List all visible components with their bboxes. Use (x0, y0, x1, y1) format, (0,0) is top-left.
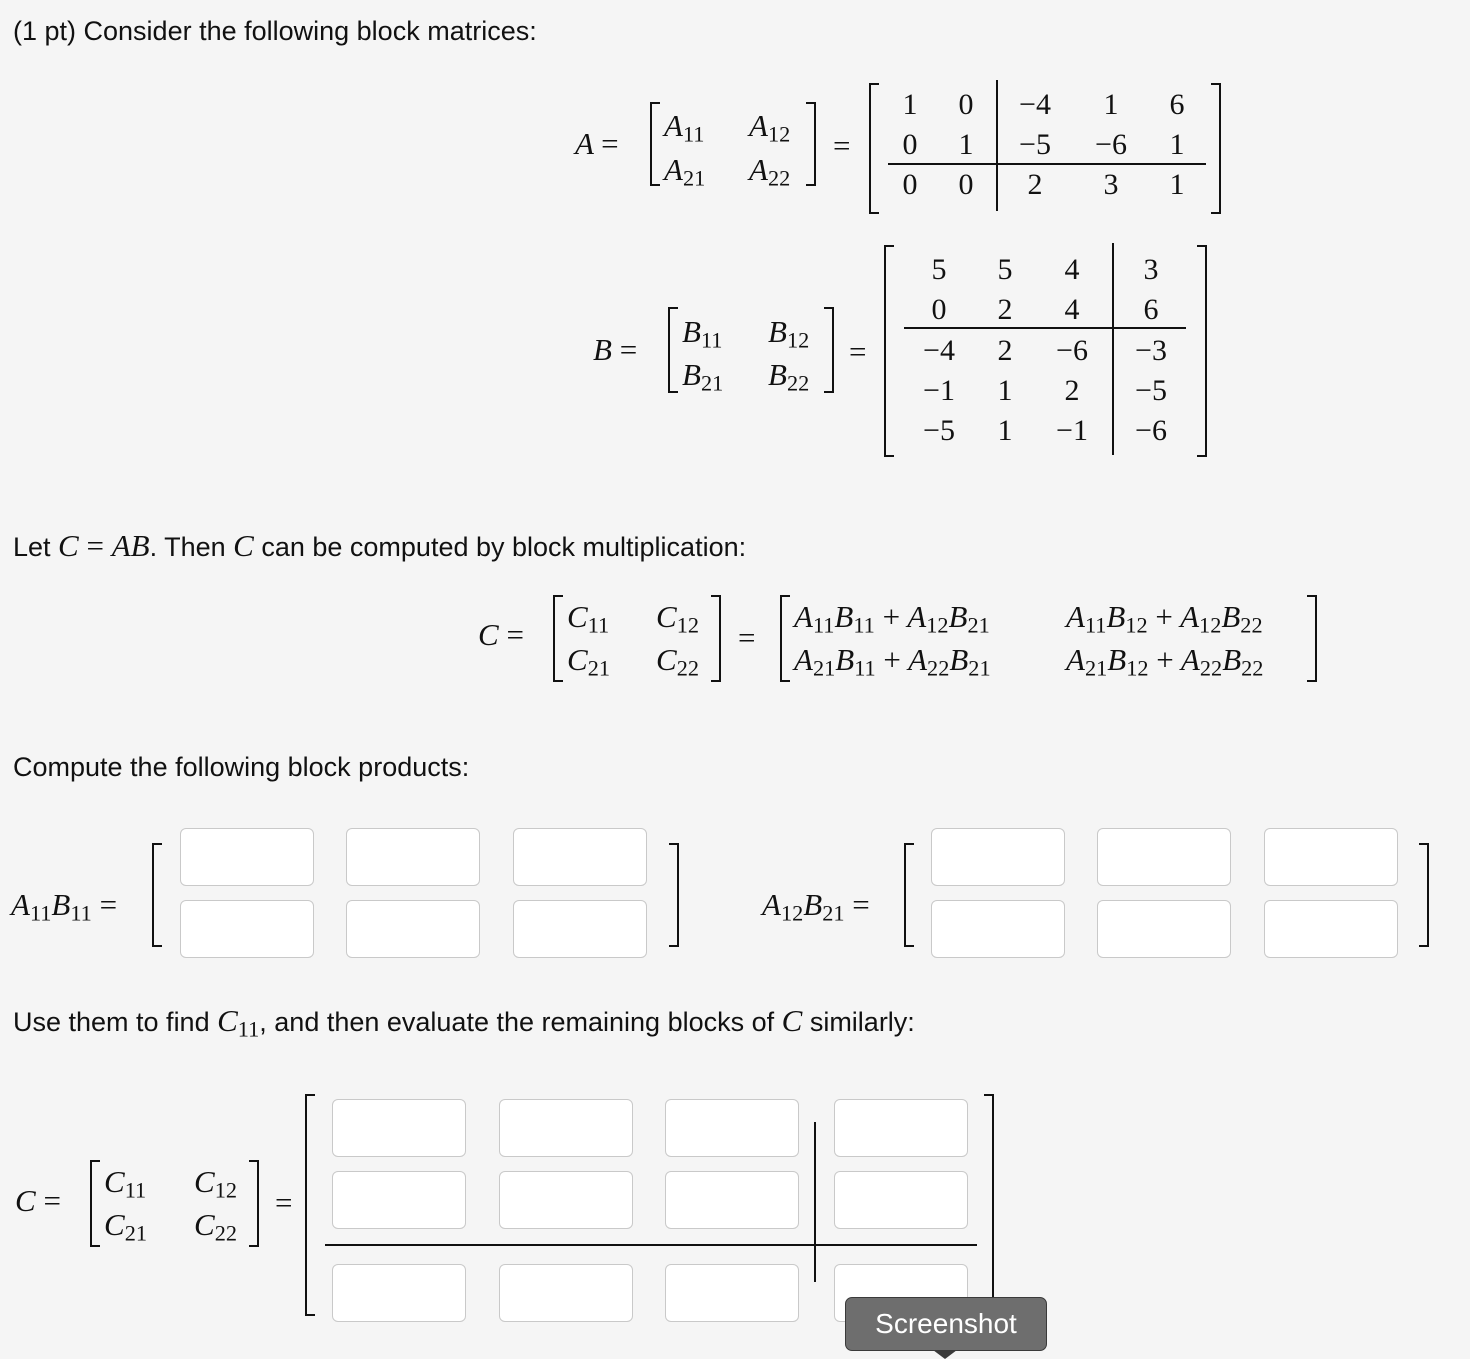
matrix-entry: 2 (1064, 374, 1080, 407)
block-c22: $C_{22}$ (194, 1207, 237, 1246)
matrix-entry: 0 (931, 293, 947, 326)
block-c12: $C_{12}$ (656, 599, 699, 638)
bracket-left (650, 102, 660, 186)
product-label-a12b21: $A_{12}B_{21}$ = (762, 887, 870, 926)
bracket-left (780, 595, 790, 682)
matrix-entry: 2 (997, 334, 1013, 367)
formula-c22: $A_{21}B_{12} + A_{22}B_{22}$ (1066, 642, 1264, 681)
answer-input[interactable] (180, 900, 314, 958)
block-c22: $C_{22}$ (656, 642, 699, 681)
matrix-entry: 1 (997, 374, 1013, 407)
matrix-entry: 1 (902, 88, 918, 121)
matrix-entry: 0 (902, 128, 918, 161)
formula-c12: $A_{11}B_{12} + A_{12}B_{22}$ (1066, 599, 1263, 638)
partition-line (888, 163, 1206, 165)
bracket-right (1419, 843, 1429, 947)
bracket-left (553, 595, 563, 682)
answer-input[interactable] (834, 1099, 968, 1157)
equals-sign: = (833, 128, 851, 163)
answer-input[interactable] (332, 1171, 466, 1229)
matrix-entry: −1 (923, 374, 955, 407)
bracket-right (1211, 83, 1221, 214)
matrix-entry: 1 (1103, 88, 1119, 121)
matrix-entry: 3 (1143, 253, 1159, 286)
matrix-a-label: A = (575, 126, 619, 161)
block-a22: $A_{22}$ (749, 152, 791, 191)
bracket-right (711, 595, 721, 682)
matrix-entry: 5 (997, 253, 1013, 286)
matrix-entry: 5 (931, 253, 947, 286)
answer-input[interactable] (931, 828, 1065, 886)
answer-input[interactable] (499, 1099, 633, 1157)
bracket-left (884, 245, 894, 457)
block-a21: $A_{21}$ (664, 152, 706, 191)
block-a12: $A_{12}$ (749, 108, 791, 147)
matrix-entry: 1 (1169, 128, 1185, 161)
c11-symbol: $C_{11}$ (217, 1003, 260, 1042)
answer-input[interactable] (499, 1171, 633, 1229)
bracket-left (152, 843, 162, 947)
equals-sign: = (738, 620, 756, 655)
use-instruction: Use them to find $C_{11}$, and then evaluate the remaining blocks of C similarly: (13, 1003, 915, 1042)
block-c21: $C_{21}$ (567, 642, 610, 681)
bracket-left (305, 1094, 315, 1316)
answer-input[interactable] (665, 1171, 799, 1229)
matrix-entry: 2 (1027, 168, 1043, 201)
bracket-right (806, 102, 816, 186)
matrix-entry: 4 (1064, 253, 1080, 286)
answer-input[interactable] (346, 900, 480, 958)
bracket-right (984, 1094, 994, 1316)
answer-input[interactable] (1264, 900, 1398, 958)
block-c12: $C_{12}$ (194, 1164, 237, 1203)
matrix-entry: −1 (1056, 414, 1088, 447)
equals-sign: = (275, 1185, 293, 1220)
block-c11: $C_{11}$ (104, 1164, 147, 1203)
partition-line (325, 1244, 977, 1246)
block-b22: $B_{22}$ (768, 357, 810, 396)
bracket-left (869, 83, 879, 214)
partition-line (814, 1122, 816, 1282)
answer-input[interactable] (1097, 828, 1231, 886)
answer-input[interactable] (1264, 828, 1398, 886)
screenshot-tooltip[interactable]: Screenshot (845, 1297, 1047, 1351)
bracket-left (904, 843, 914, 947)
block-c11: $C_{11}$ (567, 599, 610, 638)
block-a11: $A_{11}$ (664, 108, 705, 147)
equals-sign: = (849, 334, 867, 369)
block-b11: $B_{11}$ (682, 314, 723, 353)
answer-input[interactable] (931, 900, 1065, 958)
matrix-entry: 0 (902, 168, 918, 201)
matrix-entry: 1 (997, 414, 1013, 447)
bracket-left (668, 307, 678, 393)
formula-c11: $A_{11}B_{11} + A_{12}B_{21}$ (794, 599, 990, 638)
matrix-entry: 0 (958, 88, 974, 121)
problem-intro: (1 pt) Consider the following block matrices: (13, 16, 537, 46)
formula-c21: $A_{21}B_{11} + A_{22}B_{21}$ (794, 642, 991, 681)
matrix-entry: 2 (997, 293, 1013, 326)
answer-input[interactable] (665, 1099, 799, 1157)
product-label-a11b11: $A_{11}B_{11}$ = (11, 887, 118, 926)
bracket-right (824, 307, 834, 393)
bracket-right (249, 1160, 259, 1247)
block-b21: $B_{21}$ (682, 357, 724, 396)
matrix-entry: −3 (1135, 334, 1167, 367)
answer-input[interactable] (665, 1264, 799, 1322)
answer-input[interactable] (834, 1171, 968, 1229)
matrix-entry: −4 (1019, 88, 1051, 121)
partition-line (996, 80, 998, 211)
let-statement: Let C = AB. Then C can be computed by block multiplication: (13, 528, 747, 563)
answer-input[interactable] (1097, 900, 1231, 958)
bracket-left (90, 1160, 100, 1247)
compute-instruction: Compute the following block products: (13, 752, 470, 782)
matrix-entry: 6 (1143, 293, 1159, 326)
bracket-right (669, 843, 679, 947)
matrix-entry: −6 (1056, 334, 1088, 367)
answer-input[interactable] (513, 828, 647, 886)
matrix-entry: −5 (1135, 374, 1167, 407)
matrix-entry: −6 (1095, 128, 1127, 161)
bracket-right (1307, 595, 1317, 682)
answer-input[interactable] (513, 900, 647, 958)
block-b12: $B_{12}$ (768, 314, 810, 353)
matrix-entry: −4 (923, 334, 955, 367)
matrix-entry: −6 (1135, 414, 1167, 447)
matrix-entry: −5 (1019, 128, 1051, 161)
matrix-c-label: C = (15, 1183, 61, 1218)
answer-input[interactable] (332, 1264, 466, 1322)
matrix-entry: 6 (1169, 88, 1185, 121)
matrix-entry: −5 (923, 414, 955, 447)
matrix-entry: 3 (1103, 168, 1119, 201)
answer-input[interactable] (180, 828, 314, 886)
matrix-entry: 0 (958, 168, 974, 201)
partition-line (1112, 243, 1114, 455)
block-c21: $C_{21}$ (104, 1207, 147, 1246)
partition-line (904, 327, 1186, 329)
matrix-entry: 1 (958, 128, 974, 161)
bracket-right (1197, 245, 1207, 457)
answer-input[interactable] (499, 1264, 633, 1322)
answer-input[interactable] (346, 828, 480, 886)
answer-input[interactable] (332, 1099, 466, 1157)
matrix-c-label: C = (478, 617, 524, 652)
matrix-entry: 1 (1169, 168, 1185, 201)
matrix-b-label: B = (593, 332, 638, 367)
matrix-entry: 4 (1064, 293, 1080, 326)
